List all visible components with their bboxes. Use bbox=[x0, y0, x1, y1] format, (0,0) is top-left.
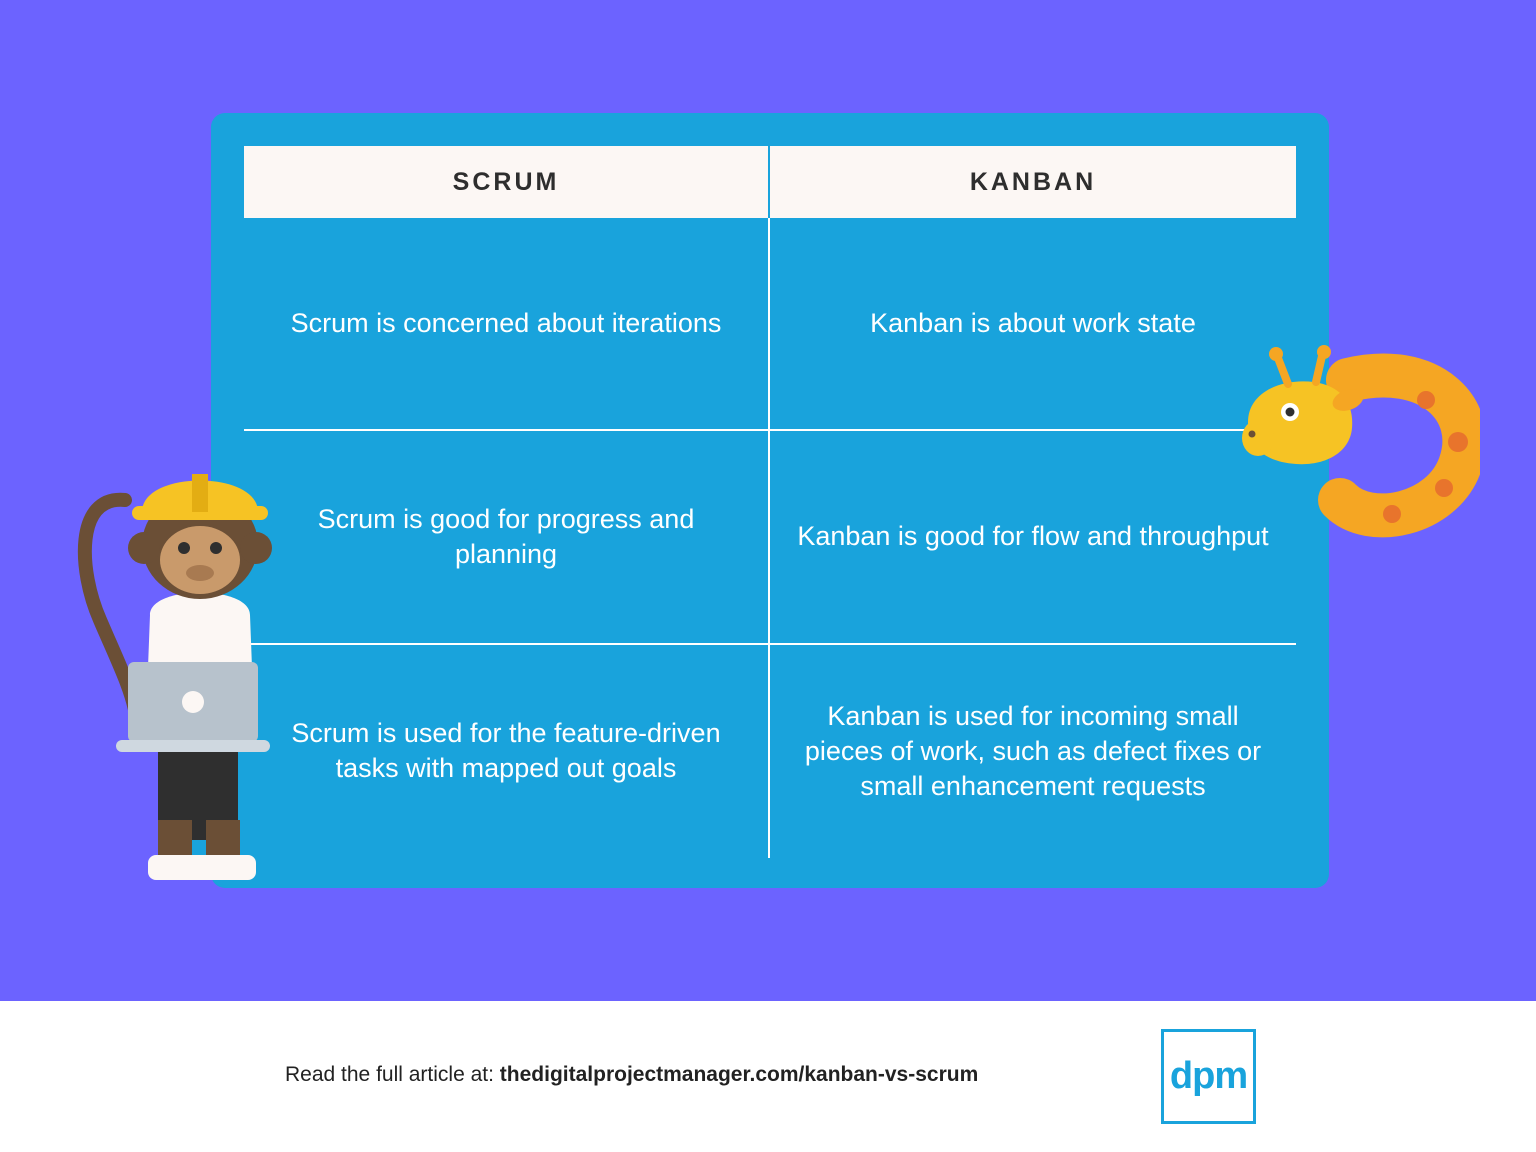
table-cell-kanban-3: Kanban is used for incoming small pieces of work, such as defect fixes or small enhancement requests bbox=[804, 700, 1262, 801]
footer-url: thedigitalprojectmanager.com/kanban-vs-scrum bbox=[499, 1063, 979, 1086]
footer-prefix: Read the full article at: bbox=[285, 1063, 500, 1086]
table-cell-kanban-2: Kanban is good for flow and throughput bbox=[770, 431, 1296, 644]
footer-bar bbox=[0, 1001, 1536, 1152]
comparison-card bbox=[211, 113, 1329, 888]
footer-article-link[interactable] bbox=[285, 1063, 978, 1087]
table-cell-kanban-1: Kanban is about work state bbox=[770, 218, 1296, 431]
giraffe-icon bbox=[1230, 330, 1480, 560]
dpm-logo-text: dpm bbox=[1169, 1055, 1248, 1097]
comparison-table bbox=[244, 146, 1296, 858]
table-cell-scrum-1: Scrum is concerned about iterations bbox=[244, 218, 770, 431]
monkey-with-laptop-icon bbox=[70, 440, 330, 890]
table-cell-scrum-3: Scrum is used for the feature-driven tasks with mapped out goals bbox=[244, 645, 770, 858]
table-header-kanban: KANBAN bbox=[770, 146, 1296, 218]
table-cell-scrum-2: Scrum is good for progress and planning bbox=[244, 431, 770, 644]
dpm-logo bbox=[1161, 1029, 1256, 1124]
table-header-scrum: SCRUM bbox=[244, 146, 770, 218]
